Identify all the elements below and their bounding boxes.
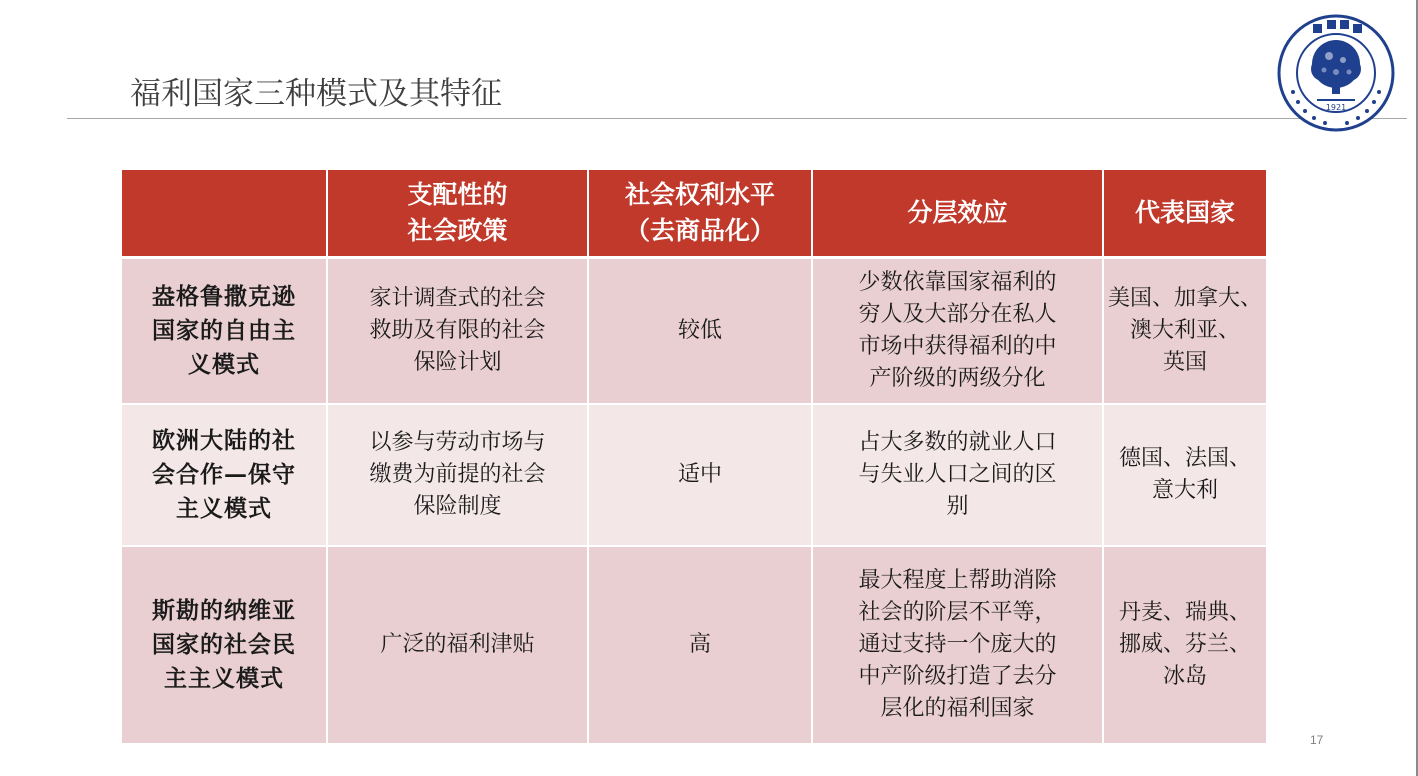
welfare-models-table: [122, 170, 1266, 745]
policy-cell: 广泛的福利津贴: [327, 546, 588, 744]
page-number: 17: [1310, 733, 1324, 747]
model-name-cell: 欧洲大陆的社 会合作—保守 主义模式: [122, 404, 327, 546]
header-countries: 代表国家: [1103, 170, 1266, 258]
rights-level-cell: 较低: [588, 258, 812, 405]
stratification-cell: 占大多数的就业人口 与失业人口之间的区 别: [812, 404, 1103, 546]
table-row: [122, 258, 1266, 405]
stratification-cell: 少数依靠国家福利的 穷人及大部分在私人 市场中获得福利的中 产阶级的两级分化: [812, 258, 1103, 405]
table-header-row: [122, 170, 1266, 258]
model-name-cell: 盎格鲁撒克逊 国家的自由主 义模式: [122, 258, 327, 405]
header-empty-cell: [122, 170, 327, 258]
seal-icon: [1277, 14, 1395, 132]
countries-cell: 美国、加拿大、 澳大利亚、 英国: [1103, 258, 1266, 405]
title-divider: [67, 118, 1407, 119]
header-stratification: 分层效应: [812, 170, 1103, 258]
policy-cell: 以参与劳动市场与 缴费为前提的社会 保险制度: [327, 404, 588, 546]
university-logo: [1277, 14, 1395, 132]
header-policy: 支配性的 社会政策: [327, 170, 588, 258]
slide-title: 福利国家三种模式及其特征: [130, 76, 502, 112]
policy-cell: 家计调查式的社会 救助及有限的社会 保险计划: [327, 258, 588, 405]
countries-cell: 丹麦、瑞典、 挪威、芬兰、 冰岛: [1103, 546, 1266, 744]
rights-level-cell: 高: [588, 546, 812, 744]
table-row: [122, 546, 1266, 744]
table-row: [122, 404, 1266, 546]
svg-text:1921: 1921: [1325, 103, 1347, 112]
header-rights-level: 社会权利水平 （去商品化）: [588, 170, 812, 258]
rights-level-cell: 适中: [588, 404, 812, 546]
stratification-cell: 最大程度上帮助消除 社会的阶层不平等， 通过支持一个庞大的 中产阶级打造了去分 层化的福利国家: [812, 546, 1103, 744]
model-name-cell: 斯勘的纳维亚 国家的社会民 主主义模式: [122, 546, 327, 744]
countries-cell: 德国、法国、 意大利: [1103, 404, 1266, 546]
